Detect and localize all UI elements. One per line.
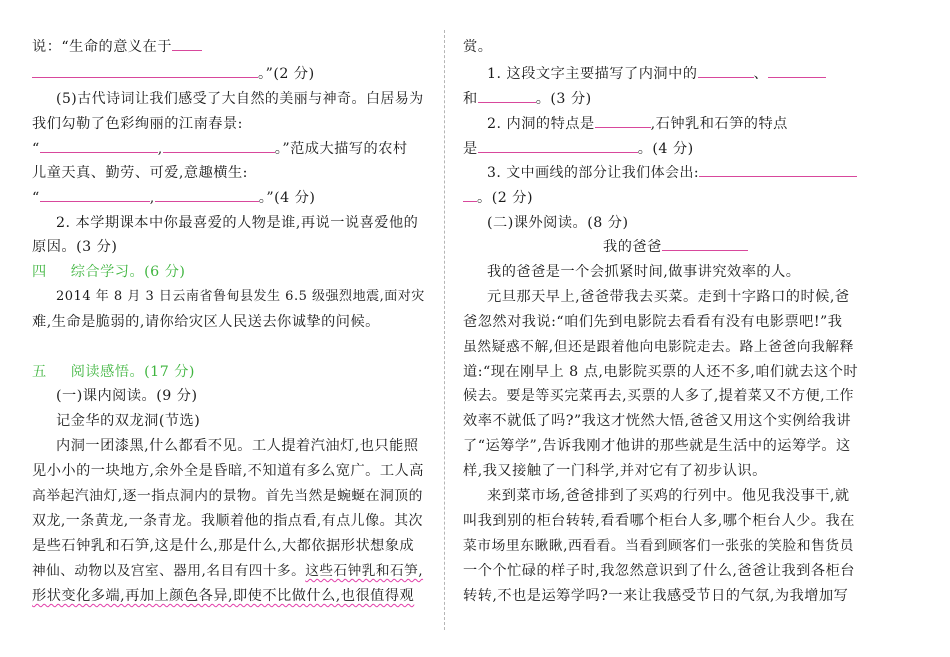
passage-line: 双龙,一条黄龙,一条青龙。我顺着他的指点看,有点儿像。其次	[32, 513, 424, 529]
text-line: 和 。(3 分)	[463, 88, 592, 110]
question-3: 3. 文中画线的部分让我们体会出:	[487, 162, 857, 184]
text-line: 儿童天真、勤劳、可爱,意趣横生:	[32, 165, 248, 181]
passage-line: 效率不就低了吗?”我这才恍然大悟,爸爸又用这个实例给我讲	[463, 413, 852, 429]
title-blank[interactable]	[662, 236, 748, 251]
answer-blank[interactable]	[163, 138, 275, 153]
passage-title: 我的爸爸	[603, 236, 748, 258]
text-line: 是 。(4 分)	[463, 138, 694, 160]
answer-blank[interactable]	[698, 63, 754, 78]
underlined-passage: 形状变化多端,再加上颜色各异,即使不比做什么,也很值得观	[32, 588, 415, 604]
answer-blank[interactable]	[40, 187, 150, 202]
text-line: 2014 年 8 月 3 日云南省鲁甸县发生 6.5 级强烈地震,面对灾	[56, 289, 425, 304]
text-line: 原因。(3 分)	[32, 239, 118, 255]
passage-line: 转转,不也是运筹学吗?一来让我感受节日的气氛,为我增加写	[463, 588, 849, 604]
question-2: 2. 本学期课本中你最喜爱的人物是谁,再说一说喜爱他的	[56, 215, 419, 231]
passage-line: 是些石钟乳和石笋,这是什么,那是什么,大都依据形状想象成	[32, 538, 415, 554]
passage-line: 一个个忙碌的样子时,我忽然意识到了什么,爸爸让我到各柜台	[463, 563, 855, 579]
passage-line: 来到菜市场,爸爸排到了买鸡的行列中。他见我没事干,就	[487, 488, 850, 504]
text-line: 赏。	[463, 39, 493, 55]
text-line: 说：“生命的意义在于	[32, 36, 202, 58]
subsection-heading: (二)课外阅读。(8 分)	[487, 215, 629, 231]
passage-line: 神仙、动物以及宫室、器用,名目有四十多。这些石钟乳和石笋,	[32, 563, 424, 579]
answer-blank[interactable]	[463, 187, 477, 202]
text-line: “ , 。”范成大描写的农村	[32, 138, 408, 160]
passage-line: 爸忽然对我说:“咱们先到电影院去看看有没有电影票吧!”我	[463, 314, 843, 330]
answer-blank[interactable]	[595, 113, 651, 128]
section-4-heading: 四 综合学习。(6 分)	[32, 264, 186, 280]
underlined-passage: 这些石钟乳和石笋,	[305, 563, 424, 579]
passage-line: 样,我又接触了一门科学,并对它有了初步认识。	[463, 463, 767, 479]
passage-title: 记金华的双龙洞(节选)	[56, 413, 201, 429]
passage-line: 虽然疑惑不解,但还是跟着他向电影院走去。路上爸爸向我解释	[463, 339, 854, 355]
answer-blank[interactable]	[478, 138, 638, 153]
answer-blank[interactable]	[768, 63, 826, 78]
text-line: 难,生命是脆弱的,请你给灾区人民送去你诚挚的问候。	[32, 314, 380, 330]
passage-line: 了“运筹学”,告诉我刚才他讲的那些就是生活中的运筹学。这	[463, 438, 851, 454]
passage-line: 菜市场里东瞅瞅,西看看。当看到顾客们一张张的笑脸和售货员	[463, 538, 854, 554]
question-2: 2. 内洞的特点是 ,石钟乳和石笋的特点	[487, 113, 788, 135]
text-line: (5)古代诗词让我们感受了大自然的美丽与神奇。白居易为	[56, 91, 424, 107]
text-line: 我们勾勒了色彩绚丽的江南春景:	[32, 116, 243, 132]
answer-blank[interactable]	[155, 187, 259, 202]
answer-blank[interactable]	[32, 63, 258, 78]
passage-line: 见小小的一块地方,余外全是昏暗,不知道有多么宽广。工人高	[32, 463, 424, 479]
passage-line: 内洞一团漆黑,什么都看不见。工人提着汽油灯,也只能照	[56, 438, 419, 454]
passage-line: 元旦那天早上,爸爸带我去买菜。走到十字路口的时候,爸	[487, 289, 850, 305]
passage-line: 我的爸爸是一个会抓紧时间,做事讲究效率的人。	[487, 264, 801, 280]
text-line: “ , 。”(4 分)	[32, 187, 315, 209]
passage-line: 道:“现在刚早上 8 点,电影院买票的人还不多,咱们就去这个时	[463, 364, 859, 380]
answer-blank[interactable]	[172, 36, 202, 51]
column-divider	[444, 30, 445, 630]
passage-line: 候去。要是等买完菜再去,买票的人多了,提着菜又不方便,工作	[463, 388, 855, 404]
passage-line: 叫我到别的柜台转转,看看哪个柜台人多,哪个柜台人少。我在	[463, 513, 855, 529]
answer-blank[interactable]	[40, 138, 158, 153]
text-line: 。”(2 分)	[32, 63, 315, 85]
passage-line: 高举起汽油灯,逐一指点洞内的景物。首先当然是蜿蜒在洞顶的	[32, 488, 423, 504]
answer-blank[interactable]	[699, 162, 857, 177]
question-1: 1. 这段文字主要描写了内洞中的 、	[487, 63, 826, 85]
text-line: 。(2 分)	[463, 187, 533, 209]
answer-blank[interactable]	[478, 88, 536, 103]
section-5-heading: 五 阅读感悟。(17 分)	[32, 364, 195, 380]
subsection-heading: (一)课内阅读。(9 分)	[56, 388, 198, 404]
